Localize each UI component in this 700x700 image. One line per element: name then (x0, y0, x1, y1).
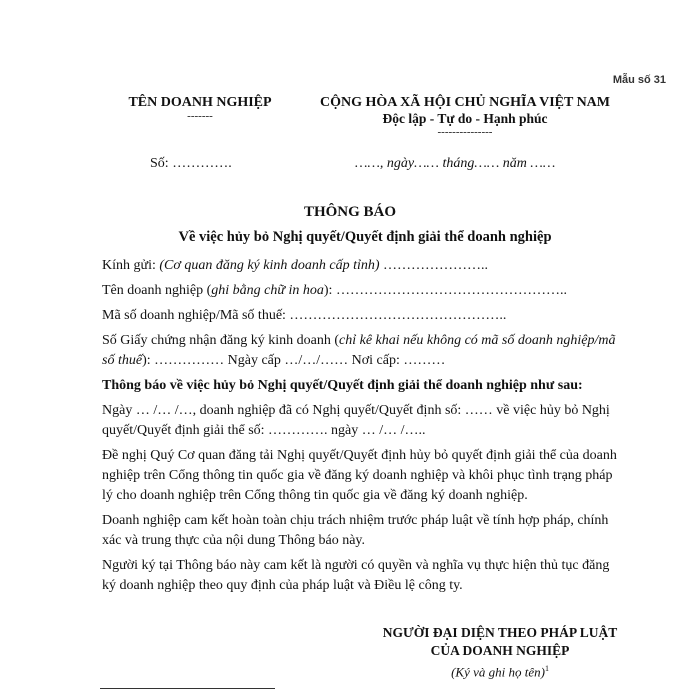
page-subtitle: Về việc hủy bỏ Nghị quyết/Quyết định giải thể doanh nghiệp (178, 229, 552, 245)
footnote-divider (100, 688, 275, 689)
company-rule: ------- (187, 110, 213, 122)
document-body (102, 256, 626, 601)
signature-note: (Ký và ghi họ tên)$^1$ (451, 664, 549, 680)
signature-title-line2: CỦA DOANH NGHIỆP (430, 643, 570, 658)
signature-block (340, 624, 660, 681)
company-header (100, 95, 300, 121)
document-number (150, 156, 232, 172)
company-label: TÊN DOANH NGHIỆP (128, 95, 272, 110)
number-fill: …………. (168, 156, 232, 171)
paragraph: Ngày … /… /…, doanh nghiệp đã có Nghị quyết/Quyết định số: …… về việc hủy bỏ Nghị quyết/Quyết định giải thể số: …………. ngày … /… /….. (102, 403, 610, 438)
motto: Độc lập - Tự do - Hạnh phúc (382, 111, 548, 126)
company-name-field: Tên doanh nghiệp (ghi bằng chữ in hoa): ………………………………………….. (102, 283, 567, 298)
nation-header (300, 95, 630, 137)
motto-rule: --------------- (437, 126, 493, 138)
paragraph: Doanh nghiệp cam kết hoàn toàn chịu trách nhiệm trước pháp luật về tính hợp pháp, chính xác và trung thực của nội dung Thông báo này. (102, 513, 609, 548)
paragraph: Người ký tại Thông báo này cam kết là người có quyền và nghĩa vụ thực hiện thủ tục đăng ký doanh nghiệp theo quy định của pháp luật và Điều lệ công ty. (102, 558, 610, 593)
date-line: ……, ngày…… tháng…… năm …… (355, 156, 556, 171)
certificate-field: Số Giấy chứng nhận đăng ký kinh doanh (chỉ kê khai nếu không có mã số doanh nghiệp/mã số thuế): …………… Ngày cấp …/…/…… Nơi cấp: ……… (102, 333, 616, 368)
number-label: Số: (150, 156, 169, 171)
paragraph: Đề nghị Quý Cơ quan đăng tải Nghị quyết/Quyết định hủy bỏ quyết định giải thể của doanh nghiệp trên Cổng thông tin quốc gia về đăng ký doanh nghiệp và khôi phục tình trạng pháp lý cho doanh nghiệp trên Cổng thông tin quốc gia về đăng ký doanh nghiệp. (102, 448, 617, 503)
tax-code-field: Mã số doanh nghiệp/Mã số thuế: ……………………………………….. (102, 308, 507, 323)
section-heading: Thông báo về việc hủy bỏ Nghị quyết/Quyết định giải thể doanh nghiệp như sau: (102, 378, 583, 393)
signature-title-line1: NGƯỜI ĐẠI DIỆN THEO PHÁP LUẬT (382, 625, 618, 640)
kinh-gui-field: Kính gửi: (Cơ quan đăng ký kinh doanh cấp tỉnh) ………………….. (102, 258, 489, 273)
form-code: Mẫu số 31 (612, 74, 666, 86)
footnote-mark: 1 (544, 664, 549, 673)
page-title: THÔNG BÁO (303, 204, 397, 220)
nation-title: CỘNG HÒA XÃ HỘI CHỦ NGHĨA VIỆT NAM (319, 95, 610, 110)
